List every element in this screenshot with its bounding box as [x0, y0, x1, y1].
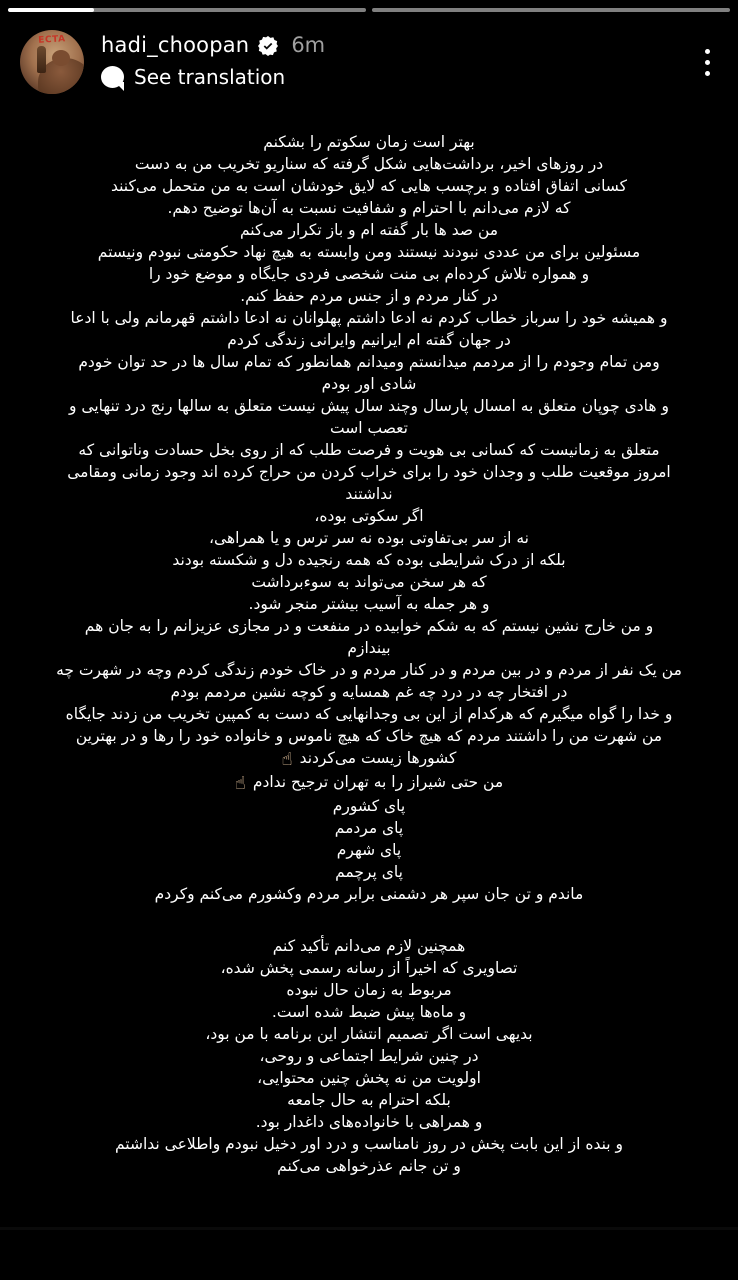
pointing-up-emoji: ☝ [281, 749, 293, 770]
story-text-line: و همیشه خود را سرباز خطاب کردم نه ادعا داشتم پهلوانان نه ادعا داشتم قهرمانم ولی با ادعا [70, 309, 668, 327]
story-text-line: که هر سخن می‌تواند به سوءبرداشت [251, 573, 487, 591]
progress-fill [8, 8, 94, 12]
story-text-line: پای شهرم [336, 841, 402, 859]
story-text-line: و همواره تلاش کرده‌ام بی منت شخصی فردی جایگاه و موضع خود را [148, 265, 590, 283]
progress-segment-current [8, 8, 366, 12]
story-text-line: ماندم و تن جان سپر هر دشمنی برابر مردم وکشورم می‌کنم وکردم [154, 885, 584, 903]
story-text-line: تصاویری که اخیراً از رسانه رسمی پخش شده، [220, 959, 518, 977]
story-text-line: پای کشورم [332, 797, 406, 815]
story-paragraph [38, 935, 700, 1177]
story-text-line: کسانی اتفاق افتاده و برچسب هایی که لایق خودشان است به من متحمل می‌کنند [110, 177, 628, 195]
story-text-line: کشورها زیست می‌کردند☝ [281, 749, 457, 770]
story-header [20, 30, 714, 94]
story-text-line: نداشتند [345, 485, 393, 503]
story-text-line: من صد ها بار گفته ام و باز تکرار می‌کنم [239, 221, 499, 239]
story-text-line: در روزهای اخیر، برداشت‌هایی شکل گرفته که سناریو تخریب من به دست [134, 155, 604, 173]
story-text-line: من حتی شیراز را به تهران ترجیح ندادم☝ [234, 773, 504, 794]
story-text-line: در افتخار چه در درد چه غم همسایه و کوچه نشین مردمم بودم [170, 683, 568, 701]
avatar-photo-trophy [37, 46, 46, 73]
story-text-line: مسئولین برای من عددی نبودند نیستند ومن وابسته به هیچ نهاد حکومتی نبودم ونیستم [97, 243, 641, 261]
story-text-line: متعلق به زمانیست که کسانی بی هویت و فرصت طلب که از روی بخل حسادت وناتوانی که [78, 441, 660, 459]
story-text-line: من شهرت من را داشتند مردم که هیچ خاک که هیچ ناموس و خانواده خود را رها و در بهترین [75, 727, 663, 745]
story-text-line: بدیهی است اگر تصمیم انتشار این برنامه با من بود، [205, 1025, 533, 1043]
story-text-line: شادی اور بودم [321, 375, 417, 393]
story-text-line: و همراهی با خانواده‌های داغدار بود. [255, 1113, 483, 1131]
avatar-photo-text: ECTA [37, 34, 67, 46]
story-text-line: و ماه‌ها پیش ضبط شده است. [271, 1003, 467, 1021]
story-text-line: و من خارج نشین نیستم که به شکم خوابیده در منفعت و در مجازی عزیزانم را به جان هم [84, 617, 654, 635]
story-text-line: و هادی چوپان متعلق به امسال پارسال وچند سال پیش نیست متعلق به سالها رنج درد تنهایی و [69, 397, 669, 415]
story-text [0, 131, 738, 1177]
story-text-line: من یک نفر از مردم و در بین مردم و در کنار مردم و در خاک خودم زندگی کردم وچه در شهرت چه [56, 661, 682, 679]
avatar-photo-head [52, 50, 70, 66]
story-text-line: بلکه احترام به حال جامعه [287, 1091, 451, 1109]
story-text-line: اولویت من نه پخش چنین محتوایی، [257, 1069, 481, 1087]
timestamp: 6m [291, 33, 326, 57]
story-text-line: ومن تمام وجودم را از مردمم میدانستم ومیدانم همانطور که تمام سال ها در حد توان خودم [78, 353, 660, 371]
story-text-line: بهتر است زمان سکوتم را بشکنم [263, 133, 475, 151]
story-text-line: تعصب است [330, 419, 408, 437]
story-text-line: در جهان گفته ام ایرانیم وایرانی زندگی کردم [227, 331, 511, 349]
username[interactable]: hadi_choopan [101, 33, 250, 57]
header-text [101, 35, 325, 89]
story-text-line: مربوط به زمان حال نبوده [286, 981, 452, 999]
see-translation-label: See translation [134, 65, 286, 89]
story-text-line: در کنار مردم و از جنس مردم حفظ کنم. [240, 287, 498, 305]
story-text-line: همچنین لازم می‌دانم تأکید کنم [272, 937, 466, 955]
story-text-line: امروز موقعیت طلب و وجدان خود را برای خراب کردن من حراج کرده اند وجود زمانی ومقامی [67, 463, 671, 481]
pointing-up-emoji: ☝ [234, 773, 246, 794]
story-text-line: اگر سکوتی بوده، [314, 507, 424, 525]
verified-badge-icon [258, 36, 278, 56]
see-translation-button[interactable] [101, 65, 325, 89]
story-text-line: و خدا را گواه میگیرم که هرکدام از این بی وجدانهایی که دست به کمپین تخریب من زدند جایگاه [65, 705, 673, 723]
story-text-line: بیندازم [347, 639, 391, 657]
story-text-line: که لازم می‌دانم با احترام و شفافیت نسبت به آن‌ها توضیح دهم. [167, 199, 571, 217]
story-text-line: بلکه از درک شرایطی بوده که همه رنجیده دل و شکسته بودند [172, 551, 566, 569]
story-progress-bars [8, 8, 730, 12]
story-text-line: پای مردمم [334, 819, 404, 837]
story-text-line: در چنین شرایط اجتماعی و روحی، [259, 1047, 479, 1065]
story-text-line: نه از سر بی‌تفاوتی بوده نه سر ترس و یا همراهی، [209, 529, 529, 547]
story-text-line: پای پرچمم [335, 863, 403, 881]
story-paragraph [38, 131, 700, 905]
media-edge-divider [0, 1227, 738, 1230]
story-text-line: و بنده از این بابت پخش در روز نامناسب و درد اور دخیل نبودم واطلاعی نداشتم [114, 1135, 624, 1153]
kebab-menu-icon[interactable] [701, 45, 714, 80]
speech-bubble-icon [101, 66, 124, 88]
story-text-line: و تن جانم عذرخواهی می‌کنم [277, 1157, 461, 1175]
progress-segment-next [372, 8, 730, 12]
avatar[interactable] [20, 30, 84, 94]
story-text-line: و هر جمله به آسیب بیشتر منجر شود. [248, 595, 490, 613]
